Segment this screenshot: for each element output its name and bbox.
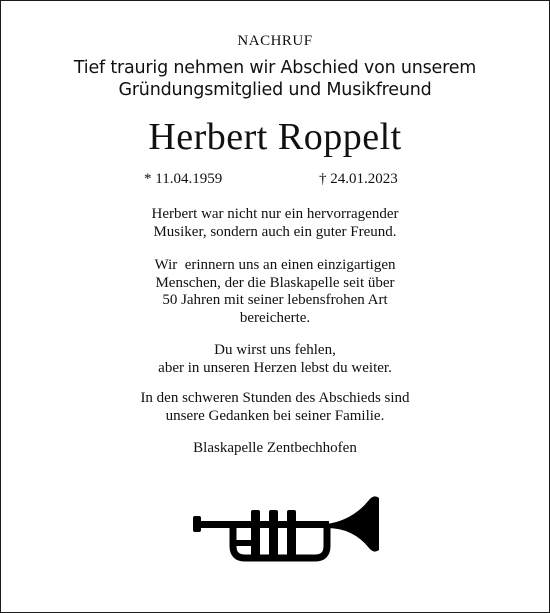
paragraph-friend (1, 206, 549, 241)
intro-text (1, 57, 549, 101)
intro-line: Gründungsmitglied und Musikfreund (118, 80, 432, 100)
paragraph-line: bereicherte. (239, 309, 311, 326)
paragraph-line: unsere Gedanken bei seiner Familie. (165, 407, 385, 424)
birth-date: * 11.04.1959 (144, 171, 223, 187)
intro-line: Tief traurig nehmen wir Abschied von unserem (73, 58, 477, 78)
paragraph-line: Wir erinnern uns an einen einzigartigen (154, 257, 396, 273)
deceased-name: Herbert Roppelt (148, 116, 402, 158)
trumpet-icon (193, 494, 385, 570)
paragraph-line: Musiker, sondern auch ein guter Freund. (153, 223, 397, 240)
paragraph-memory (1, 257, 549, 327)
paragraph-line: Du wirst uns fehlen, (214, 342, 336, 358)
paragraph-line: Menschen, der die Blaskapelle seit über (155, 274, 395, 291)
paragraph-line: In den schweren Stunden des Abschieds sind (140, 390, 410, 406)
notice-heading: NACHRUF (237, 33, 313, 49)
signature: Blaskapelle Zentbechhofen (193, 440, 357, 456)
paragraph-line: Herbert war nicht nur ein hervorragender (151, 206, 399, 222)
paragraph-family (1, 390, 549, 425)
paragraph-line: 50 Jahren mit seiner lebensfrohen Art (162, 292, 388, 308)
paragraph-farewell (1, 342, 549, 377)
death-date: † 24.01.2023 (319, 171, 398, 187)
paragraph-line: aber in unseren Herzen lebst du weiter. (158, 359, 392, 376)
